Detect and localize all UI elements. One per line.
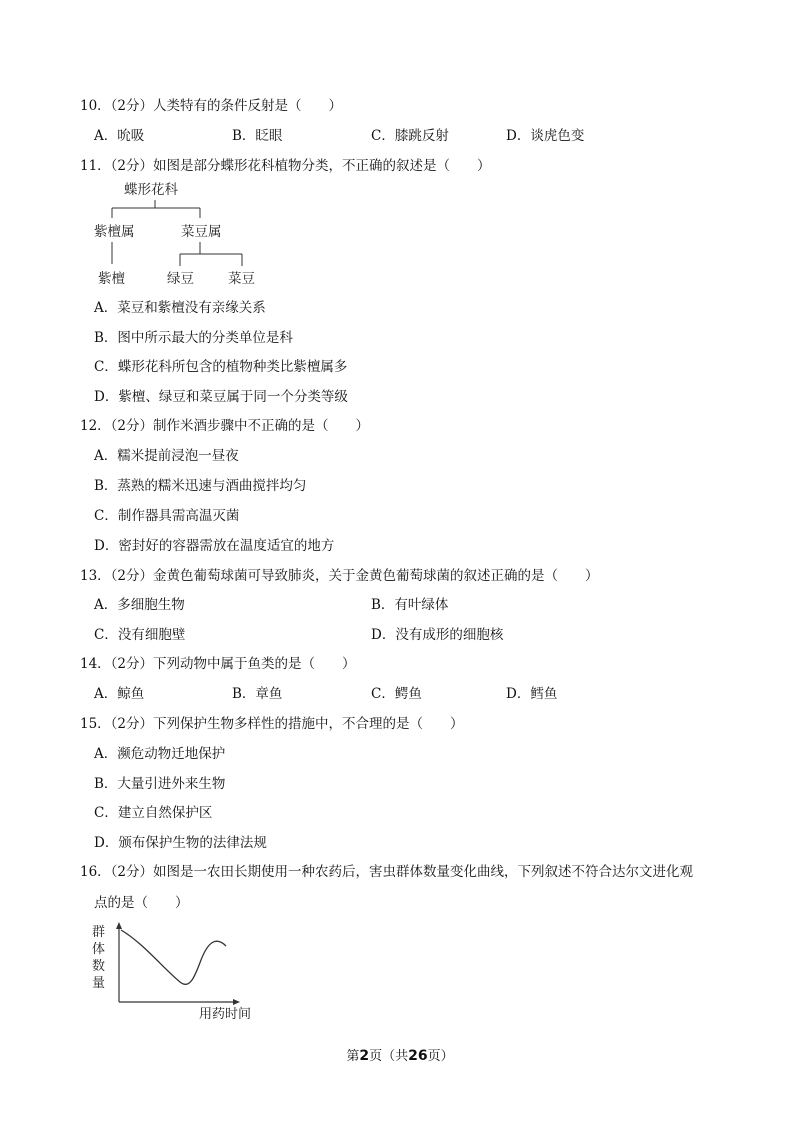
q11-option-c: C．蝶形花科所包含的植物种类比紫檀属多 xyxy=(94,359,348,375)
question-14-stem: 14．（2分）下列动物中属于鱼类的是（ ） xyxy=(80,656,356,672)
question-16-stem-line1: 16．（2分）如图是一农田长期使用一种农药后，害虫群体数量变化曲线，下列叙述不符合达尔文进化观 xyxy=(80,864,694,880)
q14-option-d: D．鳕鱼 xyxy=(506,686,558,702)
x-axis-arrow xyxy=(233,999,240,1005)
q10-option-c: C．膝跳反射 xyxy=(371,128,449,144)
y-axis-label-char: 数 xyxy=(92,959,106,974)
population-curve-graph xyxy=(88,918,264,1024)
classification-tree-diagram xyxy=(90,178,270,290)
footer-mid: 页（共 xyxy=(369,1049,409,1064)
footer-total-pages: 26 xyxy=(408,1048,428,1064)
footer-suffix: 页） xyxy=(427,1049,454,1064)
q13-option-d: D．没有成形的细胞核 xyxy=(371,627,504,643)
tree-genus-right-label: 菜豆属 xyxy=(181,224,222,240)
q14-option-a: A．鲸鱼 xyxy=(94,686,145,702)
question-15-stem: 15．（2分）下列保护生物多样性的措施中，不合理的是（ ） xyxy=(80,716,464,732)
q10-option-a: A．吮吸 xyxy=(94,128,145,144)
page-footer xyxy=(0,1049,800,1063)
question-16-stem-line2: 点的是（ ） xyxy=(94,895,189,911)
tree-species-mid-label: 绿豆 xyxy=(167,271,194,287)
footer-prefix: 第 xyxy=(346,1049,360,1064)
q14-option-c: C．鳄鱼 xyxy=(371,686,422,702)
question-12-stem: 12．（2分）制作米酒步骤中不正确的是（ ） xyxy=(80,418,370,434)
q11-option-b: B．图中所示最大的分类单位是科 xyxy=(94,330,293,346)
y-axis-label-char: 体 xyxy=(92,942,106,957)
q12-option-c: C．制作器具需高温灭菌 xyxy=(94,508,240,524)
y-axis-label-char: 群 xyxy=(92,925,106,940)
question-13-stem: 13．（2分）金黄色葡萄球菌可导致肺炎，关于金黄色葡萄球菌的叙述正确的是（ ） xyxy=(80,568,599,584)
tree-root-label: 蝶形花科 xyxy=(124,182,178,198)
q13-option-b: B．有叶绿体 xyxy=(371,597,449,613)
q15-option-a: A．濒危动物迁地保护 xyxy=(94,746,226,762)
q11-option-d: D．紫檀、绿豆和菜豆属于同一个分类等级 xyxy=(94,389,348,405)
population-curve xyxy=(121,930,226,984)
tree-species-left-label: 紫檀 xyxy=(98,271,125,287)
q10-option-b: B．眨眼 xyxy=(232,128,283,144)
q13-option-c: C．没有细胞壁 xyxy=(94,627,186,643)
y-axis-label-char: 量 xyxy=(92,976,106,991)
tree-genus-left-label: 紫檀属 xyxy=(94,224,135,240)
q15-option-b: B．大量引进外来生物 xyxy=(94,776,226,792)
q13-option-a: A．多细胞生物 xyxy=(94,597,185,613)
q12-option-a: A．糯米提前浸泡一昼夜 xyxy=(94,448,239,464)
question-10-stem: 10．（2分）人类特有的条件反射是（ ） xyxy=(80,98,343,114)
x-axis-label: 用药时间 xyxy=(199,1007,252,1022)
q12-option-b: B．蒸熟的糯米迅速与酒曲搅拌均匀 xyxy=(94,478,307,494)
q15-option-d: D．颁布保护生物的法律法规 xyxy=(94,835,267,851)
q11-option-a: A．菜豆和紫檀没有亲缘关系 xyxy=(94,300,266,316)
q14-option-b: B．章鱼 xyxy=(232,686,283,702)
q10-option-d: D．谈虎色变 xyxy=(506,128,585,144)
q12-option-d: D．密封好的容器需放在温度适宜的地方 xyxy=(94,538,335,554)
q15-option-c: C．建立自然保护区 xyxy=(94,805,213,821)
y-axis-arrow xyxy=(116,922,122,929)
question-11-stem: 11．（2分）如图是部分蝶形花科植物分类，不正确的叙述是（ ） xyxy=(80,158,491,174)
footer-page-number: 2 xyxy=(359,1048,370,1064)
tree-species-right-label: 菜豆 xyxy=(228,271,255,287)
